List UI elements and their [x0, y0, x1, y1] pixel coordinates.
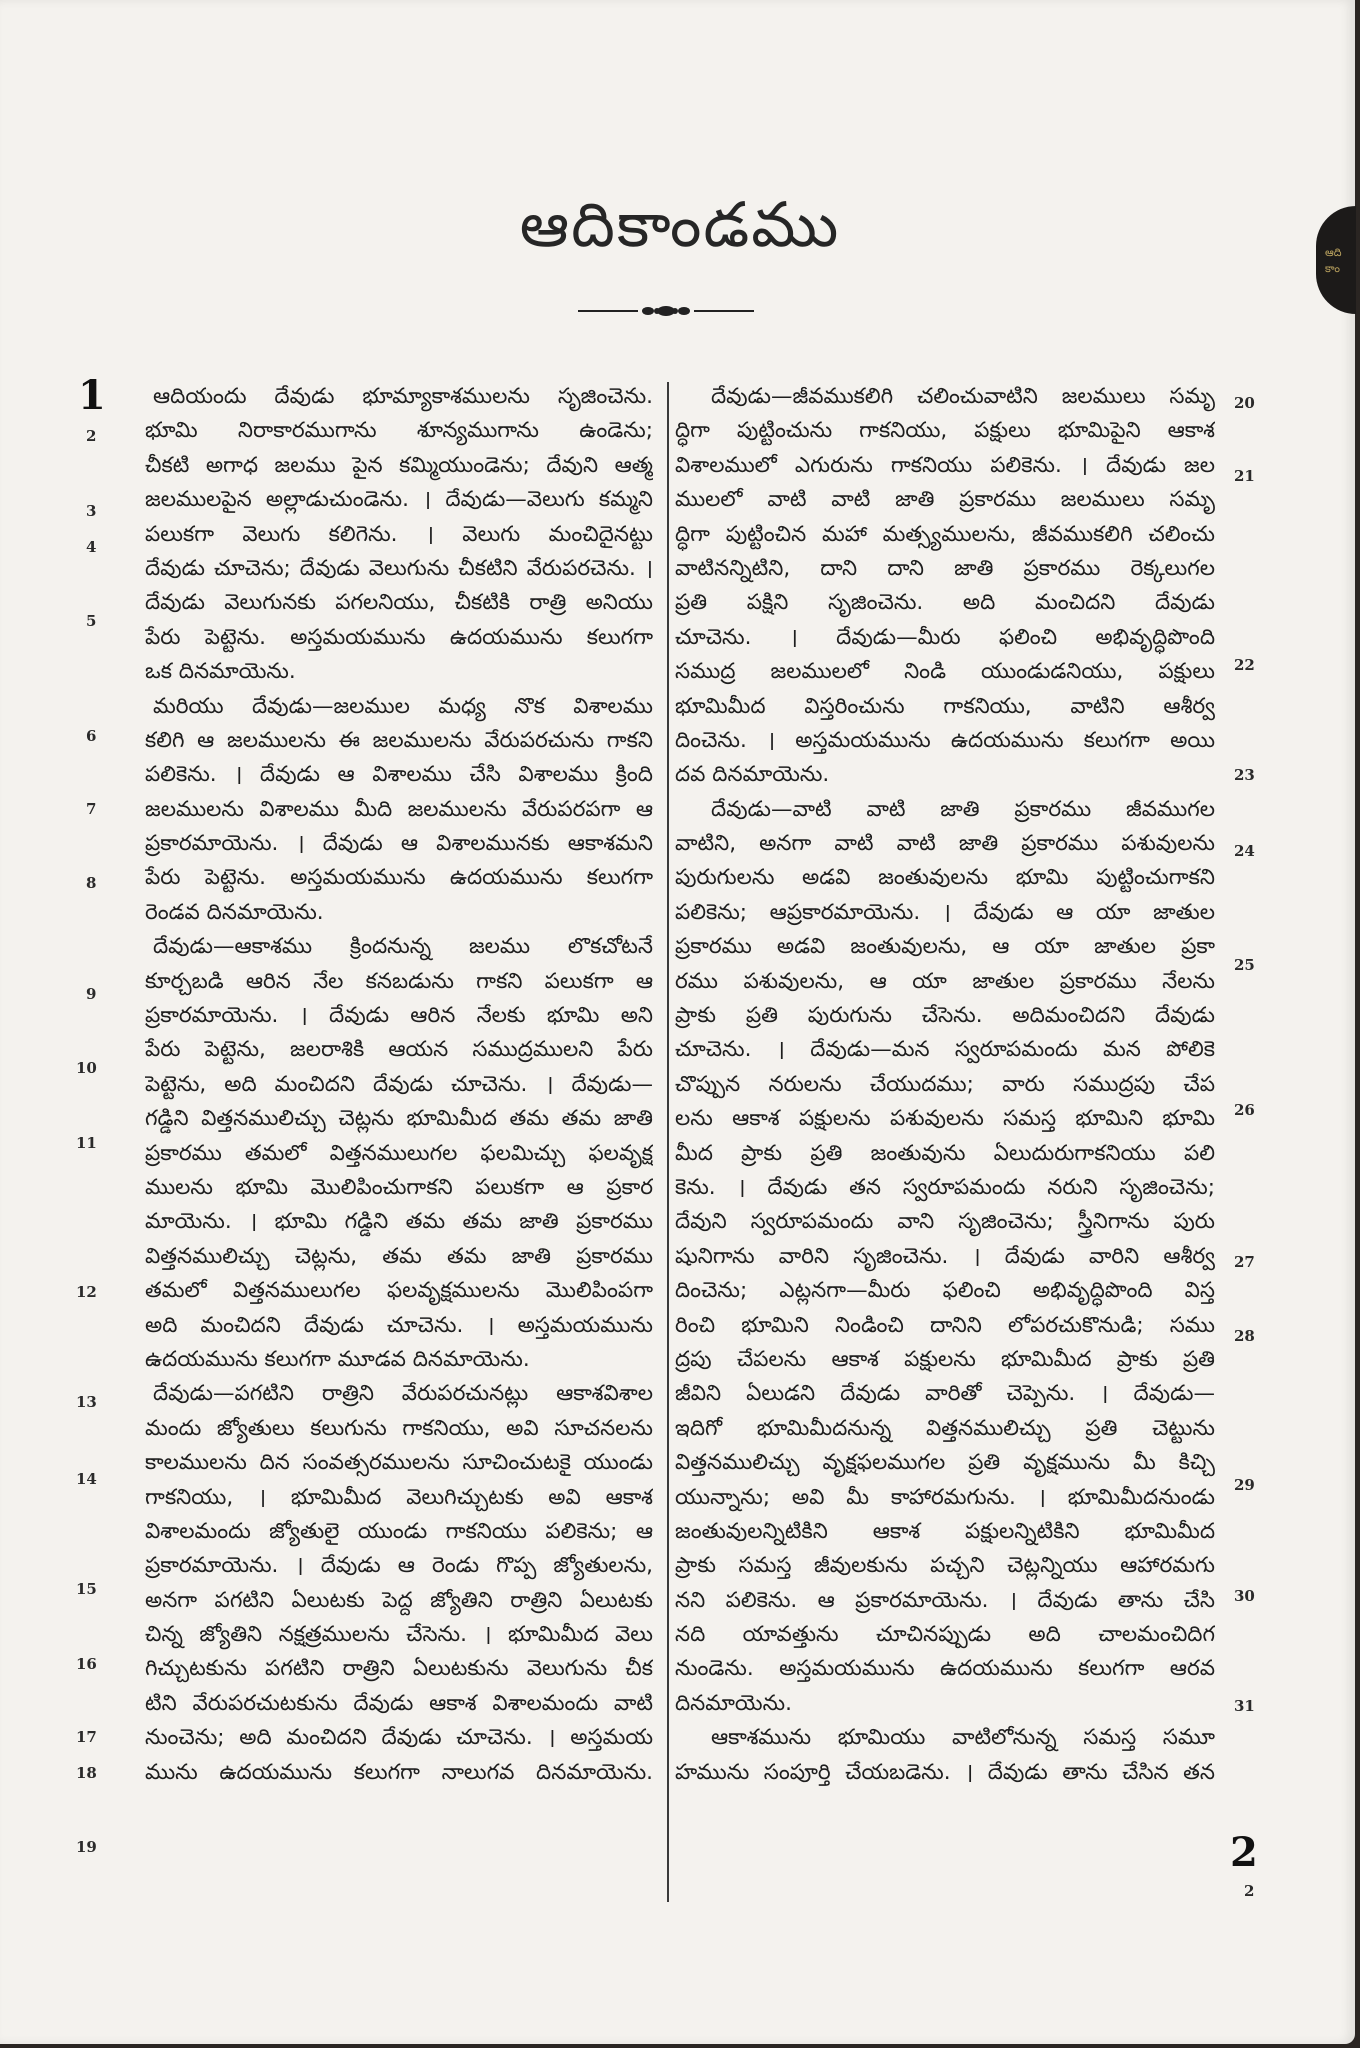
text-line: యున్నాను; అవి మీ కాహారమగును. । భూమిమీదనుండు	[675, 1484, 1215, 1510]
verse-number: 19	[76, 1838, 97, 1856]
text-line: ప్రకారమాయెను. । దేవుడు ఆ విశాలమునకు ఆకాశమని	[145, 831, 653, 857]
verse-number: 26	[1234, 1101, 1255, 1119]
text-line: రెండవ దినమాయెను.	[145, 899, 324, 925]
text-line: పలికెను; ఆప్రకారమాయెను. । దేవుడు ఆ యా జాతుల	[675, 899, 1215, 925]
verse-number: 14	[76, 1470, 97, 1488]
text-line: రము పశువులను, ఆ యా జాతుల ప్రకారము నేలను	[675, 968, 1215, 994]
text-line: ద్రపు చేపలను ఆకాశ పక్షులను భూమిమీద ప్రాకు ప్రతి	[675, 1346, 1215, 1372]
column-divider	[667, 382, 669, 1902]
text-line: విత్తనములిచ్చు వృక్షఫలముగల ప్రతి వృక్షమును మీ కిచ్చి	[675, 1450, 1215, 1476]
text-line: చొప్పున నరులను చేయుదము; వారు సముద్రపు చేప	[675, 1071, 1215, 1097]
verse-number: 9	[86, 985, 97, 1003]
text-line: నని పలికెను. ఆ ప్రకారమాయెను. । దేవుడు తాను చేసి	[675, 1587, 1215, 1613]
text-line: హమును సంపూర్తి చేయబడెను. । దేవుడు తాను చేసిన తన	[675, 1759, 1215, 1785]
text-line: వాటినన్నిటిని, దాని దాని జాతి ప్రకారము రెక్కలుగల	[675, 555, 1215, 581]
text-line: ప్రాకు సమస్త జీవులకును పచ్చని చెట్లన్నియు ఆహారమగు	[675, 1553, 1215, 1579]
verse-number: 8	[86, 874, 97, 892]
text-line: పేరు పెట్టెను, జలరాశికి ఆయన సముద్రములని పేరు	[145, 1037, 653, 1063]
thumb-tab-label-2: కాం	[1325, 262, 1340, 275]
title-ornament	[578, 300, 754, 322]
text-line: కూర్చబడి ఆరిన నేల కనబడును గాకని పలుకగా ఆ	[145, 968, 653, 994]
text-line: గిచ్చుటకును పగటిని రాత్రిని ఏలుటకును వెలుగును చీక	[145, 1656, 653, 1682]
verse-number: 2	[1244, 1882, 1255, 1900]
text-line: లను ఆకాశ పక్షులను పశువులను సమస్త భూమిని భూమి	[675, 1106, 1215, 1132]
verse-number: 20	[1234, 394, 1255, 412]
text-line: జంతువులన్నిటికిని ఆకాశ పక్షులన్నిటికిని భూమిమీద	[675, 1518, 1215, 1544]
text-line: మందు జ్యోతులు కలుగును గాకనియు, అవి సూచనలను	[145, 1415, 653, 1441]
text-line: దేవుడు—పగటిని రాత్రిని వేరుపరచునట్లు ఆకాశవిశాల	[153, 1381, 653, 1407]
verse-number: 27	[1234, 1253, 1255, 1271]
text-line: ఆదియందు దేవుడు భూమ్యాకాశములను సృజించెను.	[153, 384, 653, 409]
text-line: వాటిని, అనగా వాటి వాటి జాతి ప్రకారము పశువులను	[675, 831, 1215, 857]
verse-number: 31	[1234, 1697, 1255, 1715]
verse-number: 5	[86, 612, 97, 630]
text-line: చిన్న జ్యోతిని నక్షత్రములను చేసెను. । భూమిమీద వెలు	[145, 1622, 653, 1648]
text-line: పేరు పెట్టెను. అస్తమయమును ఉదయమును కలుగగా	[145, 624, 653, 650]
text-line: విశాలమందు జ్యోతులై యుండు గాకనియు పలికెను; ఆ	[145, 1518, 653, 1544]
text-line: గాకనియు, । భూమిమీద వెలుగిచ్చుటకు అవి ఆకాశ	[145, 1484, 653, 1510]
text-line: ప్రకారమాయెను. । దేవుడు ఆరిన నేలకు భూమి అని	[145, 1003, 653, 1029]
text-line: భూమి నిరాకారముగాను శూన్యముగాను ఉండెను;	[145, 418, 653, 444]
text-line: ప్రకారము అడవి జంతువులను, ఆ యా జాతుల ప్రకా	[675, 934, 1215, 960]
verse-number: 3	[86, 502, 97, 520]
text-line: ఒక దినమాయెను.	[145, 659, 296, 685]
text-line: సముద్ర జలములలో నిండి యుండుడనియు, పక్షులు	[675, 659, 1215, 685]
chapter-number-2: 2	[1230, 1829, 1258, 1876]
text-line: జలములపైన అల్లాడుచుండెను. । దేవుడు—వెలుగు కమ్మని	[145, 487, 653, 513]
verse-number: 23	[1234, 766, 1255, 784]
verse-number: 24	[1234, 842, 1255, 860]
text-line: నుంచెను; అది మంచిదని దేవుడు చూచెను. । అస్తమయ	[145, 1725, 653, 1751]
text-line: అనగా పగటిని ఏలుటకు పెద్ద జ్యోతిని రాత్రిని ఏలుటకు	[145, 1587, 653, 1613]
text-line: ద్ధిగా పుట్టించిన మహా మత్స్యములను, జీవముకలిగి చలించు	[675, 521, 1215, 547]
text-line: దించెను; ఎట్లనగా—మీరు ఫలించి అభివృద్ధిపొంది విస్త	[675, 1278, 1215, 1304]
text-line: ఇదిగో భూమిమీదనున్న విత్తనములిచ్చు ప్రతి చెట్టును	[675, 1415, 1215, 1441]
text-line: ప్రకారము తమలో విత్తనములుగల ఫలమిచ్చు ఫలవృక్ష	[145, 1140, 653, 1166]
text-line: ములలో వాటి వాటి జాతి ప్రకారము జలములు సమృ	[675, 487, 1215, 513]
text-line: ద్ధిగా పుట్టించును గాకనియు, పక్షులు భూమిపైని ఆకాశ	[675, 418, 1215, 444]
text-line: పెట్టెను, అది మంచిదని దేవుడు చూచెను. । దేవుడు—	[145, 1071, 653, 1097]
text-line: నుండెను. అస్తమయమును ఉదయమును కలుగగా ఆరవ	[675, 1656, 1215, 1682]
verse-number: 17	[76, 1728, 97, 1746]
text-line: జలములను విశాలము మీది జలములను వేరుపరపగా ఆ	[145, 796, 653, 822]
text-line: దేవుడు చూచెను; దేవుడు వెలుగును చీకటిని వేరుపరచెను. ।	[145, 555, 653, 581]
text-line: కలిగి ఆ జలములను ఈ జలములను వేరుపరచును గాకని	[145, 727, 653, 753]
text-line: కెను. । దేవుడు తన స్వరూపమందు నరుని సృజించెను;	[675, 1174, 1215, 1200]
text-line: విత్తనములిచ్చు చెట్లను, తమ తమ జాతి ప్రకారము	[145, 1243, 653, 1269]
verse-number: 18	[76, 1764, 97, 1782]
text-line: ప్రకారమాయెను. । దేవుడు ఆ రెండు గొప్ప జ్యోతులను,	[145, 1553, 653, 1579]
text-line: తమలో విత్తనములుగల ఫలవృక్షములను మొలిపింపగా	[145, 1278, 653, 1304]
verse-number: 10	[76, 1059, 97, 1077]
text-line: ప్రాకు ప్రతి పురుగును చేసెను. అదిమంచిదని దేవుడు	[675, 1003, 1215, 1029]
text-line: విశాలములో ఎగురును గాకనియు పలికెను. । దేవుడు జల	[675, 452, 1215, 478]
verse-number: 11	[76, 1134, 97, 1152]
right-text-column	[675, 380, 1215, 1790]
text-line: దేవుడు—ఆకాశము క్రిందనున్న జలము లొకచోటనే	[153, 934, 653, 960]
text-line: ములను భూమి మొలిపించుగాకని పలుకగా ఆ ప్రకార	[145, 1174, 653, 1200]
verse-number: 4	[86, 538, 97, 556]
text-line: పేరు పెట్టెను. అస్తమయమును ఉదయమును కలుగగా	[145, 865, 653, 891]
text-line: దేవుడు—వాటి వాటి జాతి ప్రకారము జీవముగల	[711, 796, 1215, 822]
verse-number: 16	[76, 1655, 97, 1673]
verse-number: 6	[86, 727, 97, 745]
verse-number: 7	[86, 800, 97, 818]
text-line: చీకటి అగాధ జలము పైన కమ్మియుండెను; దేవుని ఆత్మ	[145, 452, 653, 478]
book-title: ఆదికాండము	[519, 188, 841, 261]
text-line: జీవిని ఏలుడని దేవుడు వారితో చెప్పెను. । దేవుడు—	[675, 1381, 1215, 1407]
text-line: ఉదయమును కలుగగా మూడవ దినమాయెను.	[145, 1346, 530, 1372]
verse-number: 21	[1234, 467, 1255, 485]
verse-number: 28	[1234, 1327, 1255, 1345]
text-line: భూమిమీద విస్తరించును గాకనియు, వాటిని ఆశీర్వ	[675, 693, 1215, 719]
text-line: దేవుడు వెలుగునకు పగలనియు, చీకటికి రాత్రి అనియు	[145, 590, 653, 616]
text-line: ప్రతి పక్షిని సృజించెను. అది మంచిదని దేవుడు	[675, 590, 1215, 616]
verse-number: 2	[86, 427, 97, 445]
text-line: పలుకగా వెలుగు కలిగెను. । వెలుగు మంచిదైనట్టు	[145, 521, 653, 547]
text-line: రించి భూమిని నిండించి దానిని లోపరచుకొనుడి; సము	[675, 1312, 1215, 1338]
text-line: ఆకాశమును భూమియు వాటిలోనున్న సమస్త సమూ	[711, 1725, 1215, 1751]
text-line: గడ్డిని విత్తనములిచ్చు చెట్లను భూమిమీద తమ తమ జాతి	[145, 1106, 653, 1132]
verse-number: 13	[76, 1393, 97, 1411]
text-line: చూచెను. । దేవుడు—మీరు ఫలించి అభివృద్ధిపొంది	[675, 624, 1215, 650]
text-line: పురుగులను అడవి జంతువులను భూమి పుట్టించుగాకని	[675, 865, 1215, 891]
verse-number: 30	[1234, 1587, 1255, 1605]
verse-number: 12	[76, 1283, 97, 1301]
verse-number: 25	[1234, 956, 1255, 974]
text-line: చూచెను. । దేవుడు—మన స్వరూపమందు మన పోలికె	[675, 1037, 1215, 1063]
text-line: పలికెను. । దేవుడు ఆ విశాలము చేసి విశాలము క్రింది	[145, 762, 653, 788]
text-line: దినమాయెను.	[675, 1690, 792, 1716]
chapter-number-1: 1	[78, 372, 106, 419]
text-line: మీద ప్రాకు ప్రతి జంతువును ఏలుదురుగాకనియు పలి	[675, 1140, 1215, 1166]
text-line: దేవుని స్వరూపమందు వాని సృజించెను; స్త్రీనిగాను పురు	[675, 1209, 1215, 1235]
text-line: కాలములను దిన సంవత్సరములను సూచించుటకై యుండు	[145, 1450, 653, 1476]
text-line: టిని వేరుపరచుటకును దేవుడు ఆకాశ విశాలమందు వాటి	[145, 1690, 653, 1716]
text-line: దించెను. । అస్తమయమును ఉదయమును కలుగగా అయి	[675, 727, 1215, 753]
text-line: మాయెను. । భూమి గడ్డిని తమ తమ జాతి ప్రకారము	[145, 1209, 653, 1235]
text-line: మరియు దేవుడు—జలముల మధ్య నొక విశాలము	[153, 693, 653, 719]
verse-number: 22	[1234, 656, 1255, 674]
text-line: మును ఉదయమును కలుగగా నాలుగవ దినమాయెను.	[145, 1759, 653, 1785]
text-line: అది మంచిదని దేవుడు చూచెను. । అస్తమయమును	[145, 1312, 653, 1338]
left-text-column	[145, 380, 653, 1790]
verse-number: 29	[1234, 1476, 1255, 1494]
verse-number: 15	[76, 1580, 97, 1598]
text-line: దేవుడు—జీవముకలిగి చలించువాటిని జలములు సమృ	[711, 384, 1215, 409]
text-line: నది యావత్తును చూచినప్పుడు అది చాలమంచిదిగ	[675, 1622, 1215, 1648]
text-line: షునిగాను వారిని సృజించెను. । దేవుడు వారిని ఆశీర్వ	[675, 1243, 1215, 1269]
text-line: దవ దినమాయెను.	[675, 762, 830, 788]
thumb-tab-label-1: ఆది	[1325, 246, 1342, 259]
